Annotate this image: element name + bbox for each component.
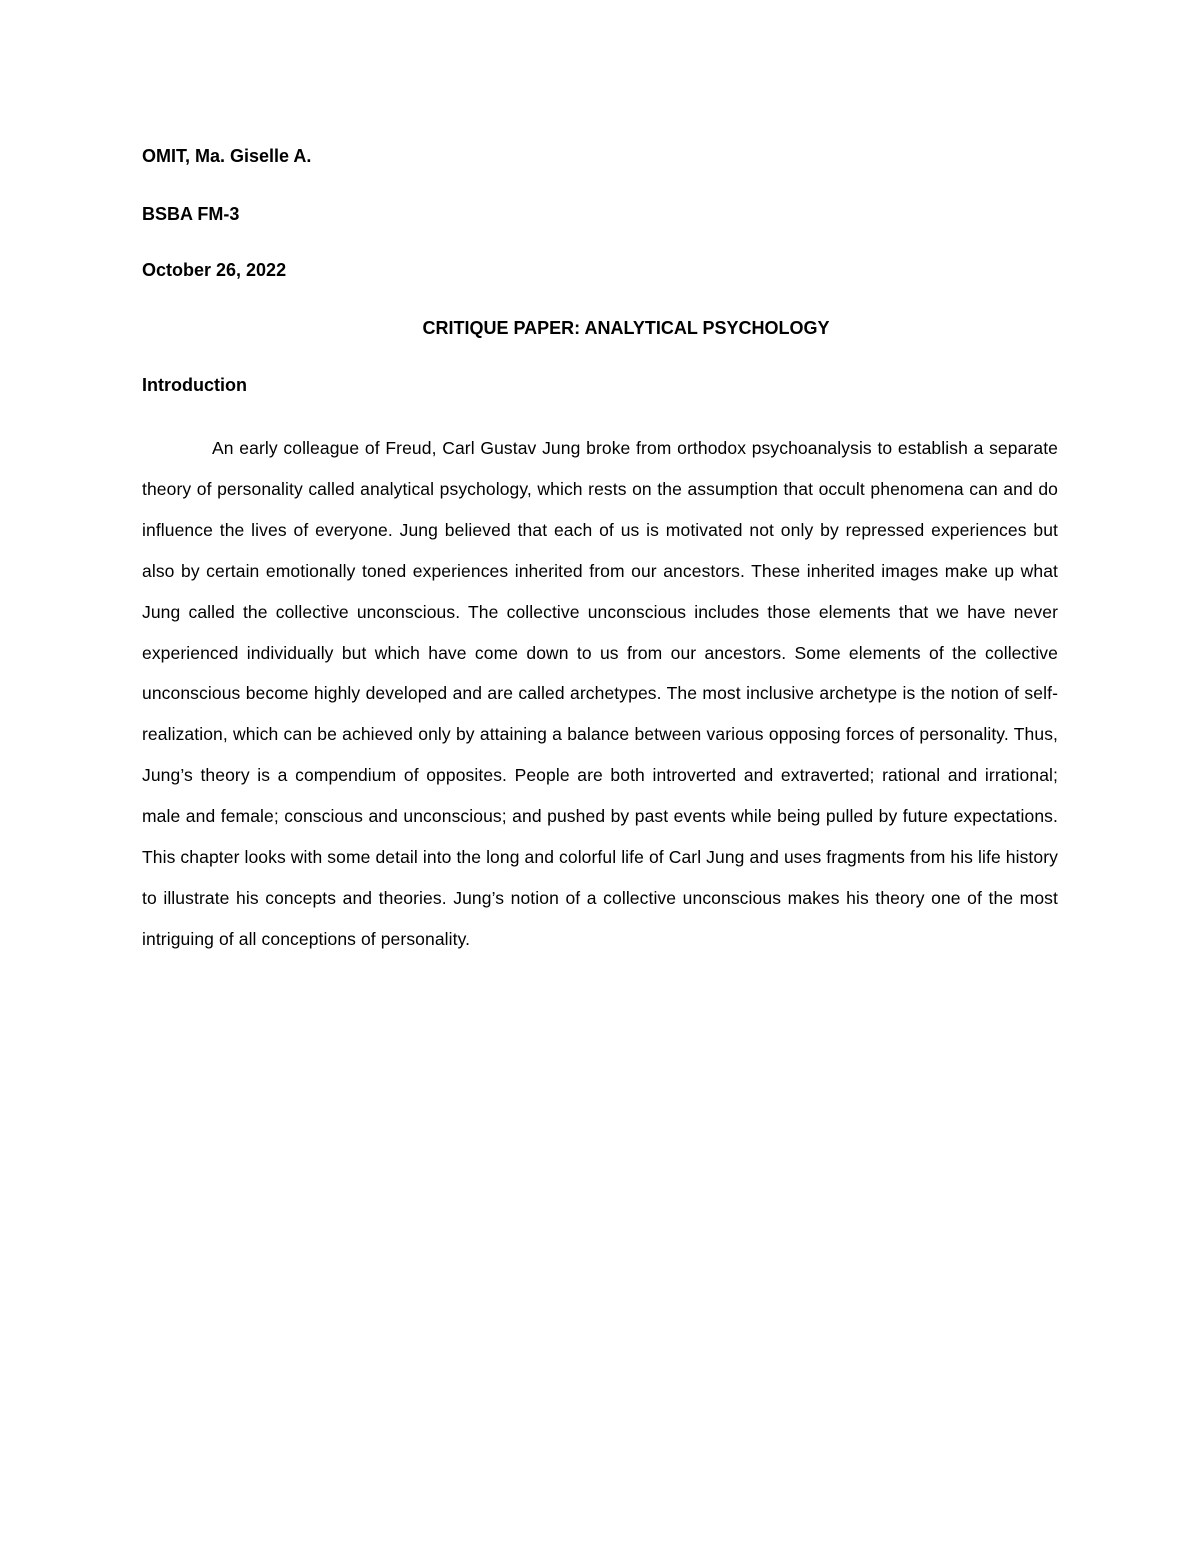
- program-section: BSBA FM-3: [142, 204, 240, 224]
- section-heading-introduction: Introduction: [142, 375, 247, 395]
- paper-title: CRITIQUE PAPER: ANALYTICAL PSYCHOLOGY: [422, 318, 830, 338]
- submission-date: October 26, 2022: [142, 260, 287, 280]
- introduction-paragraph: An early colleague of Freud, Carl Gustav Jung broke from orthodox psychoanalysis to establish a separate theory of personality called analytical psychology, which rests on the assumption that occult phenomena can and do influence the lives of everyone. Jung believed that each of us is motivated not only by repressed experiences but also by certain emotionally toned experiences inherited from our ancestors. These inherited images make up what Jung called the collective unconscious. The collective unconscious includes those elements that we have never experienced individually but which have come down to us from our ancestors. Some elements of the collective unconscious become highly developed and are called archetypes. The most inclusive archetype is the notion of self-realization, which can be achieved only by attaining a balance between various opposing forces of personality. Thus, Jung’s theory is a compendium of opposites. People are both introverted and extraverted; rational and irrational; male and female; conscious and unconscious; and pushed by past events while being pulled by future expectations. This chapter looks with some detail into the long and colorful life of Carl Jung and uses fragments from his life history to illustrate his concepts and theories. Jung’s notion of a collective unconscious makes his theory one of the most intriguing of all conceptions of personality.: [142, 438, 1058, 949]
- author-name: OMIT, Ma. Giselle A.: [142, 146, 312, 166]
